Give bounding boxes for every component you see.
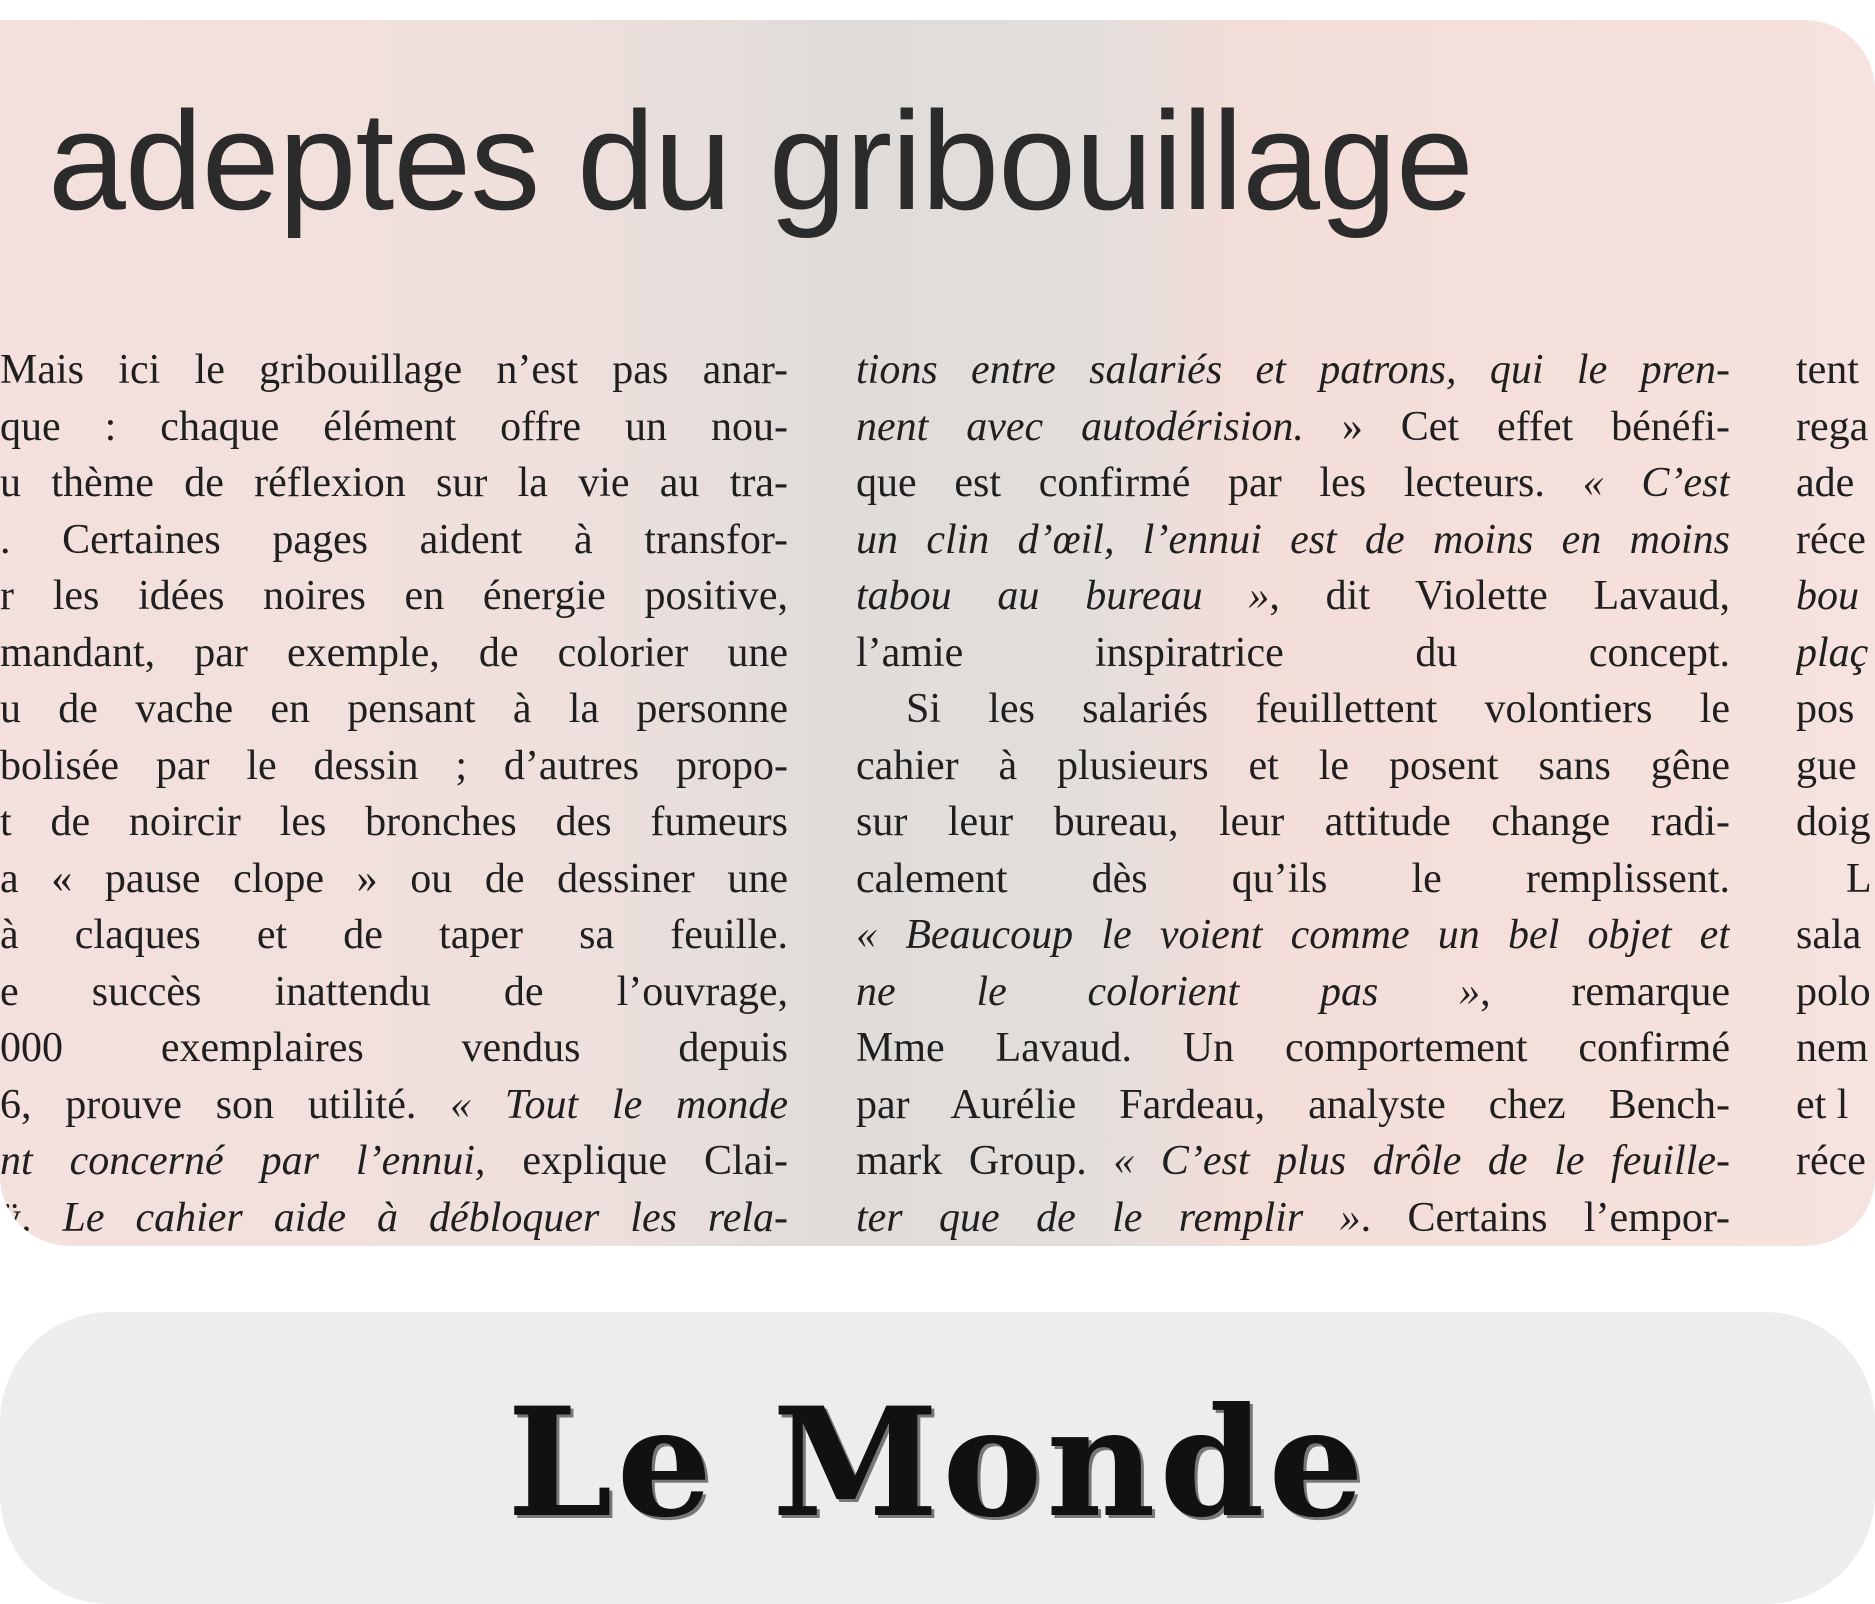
- italic-quote-text: « Tout le monde: [450, 1081, 788, 1128]
- body-text: ÿ.: [0, 1194, 63, 1241]
- line-content: [856, 1025, 1730, 1071]
- text-line: [1796, 342, 1875, 399]
- line-content: [856, 347, 1730, 393]
- body-text: . Certaines pages aident à transfor-: [0, 516, 788, 563]
- text-line: [0, 964, 788, 1021]
- line-content: [1796, 1082, 1848, 1128]
- line-content: [856, 912, 1730, 958]
- body-text: ade: [1796, 460, 1855, 506]
- body-text: cahier à plusieurs et le posent sans gêne: [856, 742, 1730, 789]
- line-content: [1796, 404, 1868, 450]
- body-text: e succès inattendu de l’ouvrage,: [0, 968, 788, 1015]
- body-text: gue: [1796, 742, 1857, 789]
- body-text: tent: [1796, 347, 1859, 393]
- body-text: 6, prouve son utilité.: [0, 1081, 451, 1128]
- text-line: [1796, 851, 1875, 908]
- body-text: mandant, par exemple, de colorier une: [0, 629, 788, 676]
- text-line: [0, 1133, 788, 1190]
- text-line: [1796, 1133, 1875, 1190]
- line-content: [856, 573, 1730, 619]
- body-text: , dit Violette Lavaud,: [1269, 573, 1730, 619]
- line-content: [856, 1138, 1730, 1184]
- text-line: [0, 342, 788, 399]
- text-line: [1796, 455, 1875, 512]
- line-content: [0, 573, 788, 619]
- italic-quote-text: tions entre salariés et patrons, qui le pren-: [856, 347, 1730, 393]
- text-line: [1796, 568, 1875, 625]
- line-content: [1796, 799, 1871, 845]
- body-text: par Aurélie Fardeau, analyste chez Bench-: [856, 1081, 1730, 1128]
- text-line: [1796, 907, 1875, 964]
- body-text: a « pause clope » ou de dessiner une: [0, 855, 788, 902]
- line-content: [0, 517, 788, 563]
- text-line: [0, 738, 788, 795]
- body-text: t de noircir les bronches des fumeurs: [0, 799, 788, 845]
- headline: adeptes du gribouillage: [48, 82, 1473, 239]
- line-content: [856, 517, 1730, 563]
- text-line: [0, 794, 788, 851]
- text-line: [856, 738, 1730, 795]
- line-content: [0, 347, 788, 393]
- body-text: Mais ici le gribouillage n’est pas anar-: [0, 347, 788, 393]
- text-line: [0, 568, 788, 625]
- line-content: [856, 1082, 1730, 1128]
- line-content: [1846, 856, 1872, 902]
- text-line: [856, 794, 1730, 851]
- line-content: [856, 460, 1730, 506]
- body-text: rega: [1796, 403, 1869, 450]
- italic-quote-text: plaç: [1796, 629, 1869, 676]
- text-line: [856, 1020, 1730, 1077]
- text-line: [1796, 625, 1875, 682]
- body-text: doig: [1796, 799, 1871, 845]
- article-column-3: [1796, 342, 1875, 1190]
- line-content: [1796, 460, 1854, 506]
- text-line: [1796, 1077, 1875, 1134]
- line-content: [1796, 1025, 1868, 1071]
- body-text: à claques et de taper sa feuille.: [0, 912, 788, 958]
- body-text: , remarque: [1480, 968, 1730, 1015]
- line-content: [0, 743, 788, 789]
- body-text: réce: [1796, 1138, 1866, 1184]
- text-line: [856, 342, 1730, 399]
- line-content: [856, 630, 1730, 676]
- line-content: [1796, 347, 1859, 393]
- text-line: [0, 907, 788, 964]
- newspaper-clipping: [0, 20, 1875, 1246]
- body-text: u de vache en pensant à la personne: [0, 686, 788, 732]
- article-column-1: [0, 342, 788, 1246]
- text-line: [0, 625, 788, 682]
- italic-quote-text: nent avec autodérision.: [856, 403, 1304, 450]
- text-line: [856, 1077, 1730, 1134]
- italic-quote-text: ter que de le remplir »: [856, 1194, 1361, 1241]
- text-line: [1796, 964, 1875, 1021]
- body-text: l’amie inspiratrice du concept.: [856, 629, 1730, 676]
- text-line: [0, 399, 788, 456]
- body-text: Mme Lavaud. Un comportement confirmé: [856, 1025, 1730, 1071]
- text-line: [856, 681, 1730, 738]
- body-text: L: [1846, 855, 1872, 902]
- line-content: [0, 799, 788, 845]
- italic-quote-text: « C’est plus drôle de le feuille-: [1113, 1138, 1730, 1184]
- line-content: [1796, 686, 1854, 732]
- body-text: pos: [1796, 686, 1855, 732]
- body-text: 000 exemplaires vendus depuis: [0, 1025, 788, 1071]
- italic-quote-text: un clin d’œil, l’ennui est de moins en moins: [856, 516, 1730, 563]
- line-content: [0, 1138, 788, 1184]
- text-line: [1796, 738, 1875, 795]
- line-content: [0, 686, 788, 732]
- text-line: [856, 964, 1730, 1021]
- line-content: [1796, 1138, 1866, 1184]
- line-content: [1796, 573, 1859, 619]
- line-content: [0, 1025, 788, 1071]
- line-content: [1796, 517, 1866, 563]
- line-content: [856, 404, 1730, 450]
- text-line: [856, 1190, 1730, 1247]
- line-content: [0, 630, 788, 676]
- italic-quote-text: nt concerné par l’ennui,: [0, 1138, 486, 1184]
- text-line: [856, 625, 1730, 682]
- line-content: [856, 1195, 1730, 1241]
- text-line: [0, 851, 788, 908]
- italic-quote-text: Le cahier aide à débloquer les rela-: [62, 1194, 788, 1241]
- line-content: [856, 969, 1730, 1015]
- line-content: [0, 969, 788, 1015]
- line-content: [0, 856, 788, 902]
- italic-quote-text: tabou au bureau »: [856, 573, 1270, 619]
- article-column-2: [856, 342, 1730, 1246]
- line-content: [856, 743, 1730, 789]
- body-text: que est confirmé par les lecteurs.: [856, 460, 1583, 506]
- line-content: [1796, 912, 1861, 958]
- text-line: [856, 907, 1730, 964]
- text-line: [0, 1190, 788, 1247]
- text-line: [856, 512, 1730, 569]
- body-text: calement dès qu’ils le remplissent.: [856, 855, 1730, 902]
- text-line: [1796, 681, 1875, 738]
- body-text: u thème de réflexion sur la vie au tra-: [0, 460, 788, 506]
- italic-quote-text: bou: [1796, 573, 1859, 619]
- body-text: . Certains l’empor-: [1360, 1194, 1730, 1241]
- line-content: [856, 856, 1730, 902]
- text-line: [0, 1077, 788, 1134]
- body-text: sur leur bureau, leur attitude change radi-: [856, 799, 1730, 845]
- body-text: que : chaque élément offre un nou-: [0, 403, 788, 450]
- text-line: [1796, 399, 1875, 456]
- line-content: [906, 686, 1730, 732]
- line-content: [0, 1082, 788, 1128]
- body-text: r les idées noires en énergie positive,: [0, 573, 788, 619]
- body-text: sala: [1796, 912, 1862, 958]
- text-line: [1796, 794, 1875, 851]
- text-line: [856, 1133, 1730, 1190]
- text-line: [856, 455, 1730, 512]
- body-text: nem: [1796, 1025, 1869, 1071]
- text-line: [1796, 1020, 1875, 1077]
- body-text: » Cet effet bénéfi-: [1303, 403, 1730, 450]
- italic-quote-text: ne le colorient pas »: [856, 968, 1481, 1015]
- text-line: [0, 455, 788, 512]
- text-line: [856, 851, 1730, 908]
- body-text: polo: [1796, 968, 1871, 1015]
- italic-quote-text: « C’est: [1582, 460, 1730, 506]
- line-content: [0, 404, 788, 450]
- text-line: [0, 1020, 788, 1077]
- body-text: réce: [1796, 516, 1866, 563]
- body-text: Si les salariés feuillettent volontiers le: [906, 686, 1730, 732]
- line-content: [1796, 969, 1871, 1015]
- body-text: bolisée par le dessin ; d’autres propo-: [0, 742, 788, 789]
- text-line: [0, 512, 788, 569]
- text-line: [856, 399, 1730, 456]
- text-line: [1796, 512, 1875, 569]
- line-content: [0, 460, 788, 506]
- line-content: [0, 912, 788, 958]
- italic-quote-text: « Beaucoup le voient comme un bel objet et: [856, 912, 1730, 958]
- body-text: explique Clai-: [485, 1138, 788, 1184]
- line-content: [1796, 743, 1857, 789]
- body-text: et l: [1796, 1081, 1849, 1128]
- line-content: [856, 799, 1730, 845]
- text-line: [856, 568, 1730, 625]
- le-monde-logo: Le Monde: [507, 1375, 1368, 1551]
- line-content: [0, 1195, 788, 1241]
- body-text: mark Group.: [856, 1138, 1114, 1184]
- text-line: [0, 681, 788, 738]
- line-content: [1796, 630, 1868, 676]
